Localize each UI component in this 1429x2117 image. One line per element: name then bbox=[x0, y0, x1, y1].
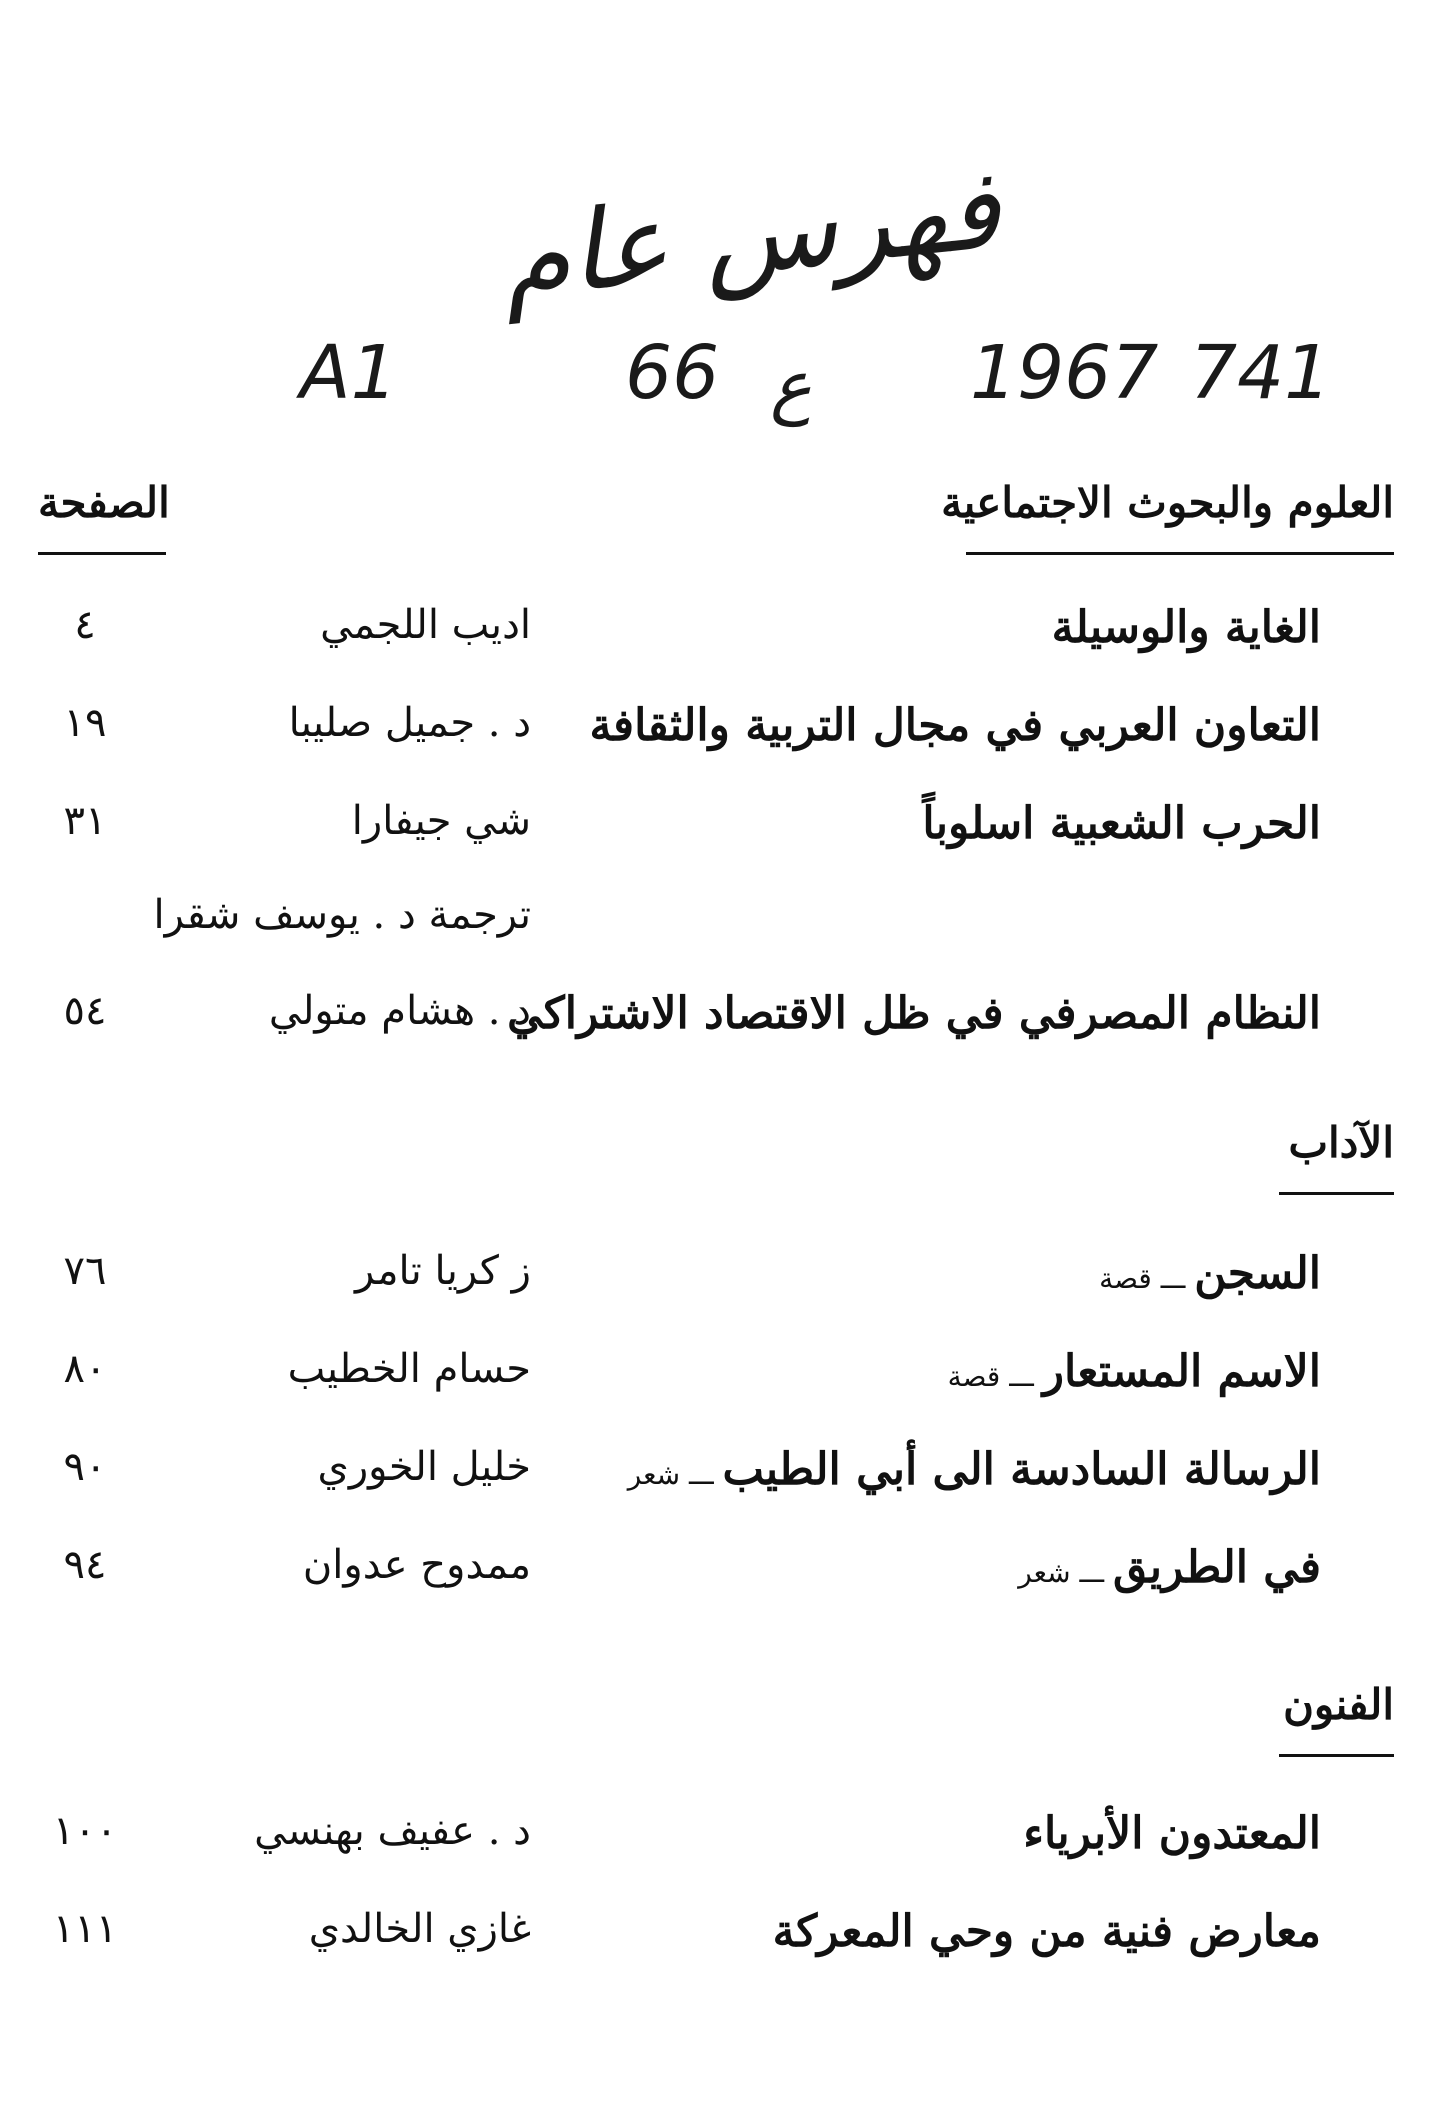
page-label-underline bbox=[38, 552, 166, 555]
handwritten-code-year: 1967 bbox=[970, 330, 1159, 416]
entry-author: د . هشام متولي bbox=[268, 988, 531, 1034]
entry-author: د . جميل صليبا bbox=[288, 700, 531, 746]
entry-title: معارض فنية من وحي المعركة bbox=[772, 1906, 1321, 1957]
entry-title bbox=[1018, 1542, 1321, 1593]
entry-title-text: الرسالة السادسة الى أبي الطيب bbox=[722, 1444, 1321, 1495]
handwritten-code-number: 741 bbox=[1190, 330, 1332, 416]
entry-author: حسام الخطيب bbox=[287, 1346, 531, 1392]
toc-entry bbox=[0, 700, 1429, 780]
section-underline bbox=[1279, 1754, 1394, 1757]
entry-author: اديب اللجمي bbox=[320, 602, 531, 648]
section-heading-social-sciences: العلوم والبحوث الاجتماعية bbox=[941, 478, 1394, 527]
entry-author: غازي الخالدي bbox=[308, 1906, 531, 1952]
entry-page: ٩٤ bbox=[63, 1542, 107, 1588]
entry-translator: ترجمة د . يوسف شقرا bbox=[153, 892, 531, 938]
handwritten-code-ayn: ع bbox=[770, 345, 812, 427]
handwritten-code-66: 66 bbox=[625, 330, 720, 416]
entry-page: ١٠٠ bbox=[52, 1808, 118, 1854]
entry-author: خليل الخوري bbox=[317, 1444, 531, 1490]
toc-entry bbox=[0, 1542, 1429, 1622]
section-underline bbox=[966, 552, 1394, 555]
toc-entry bbox=[0, 988, 1429, 1068]
entry-title-text: السجن bbox=[1194, 1248, 1321, 1299]
entry-title: النظام المصرفي في ظل الاقتصاد الاشتراكي bbox=[507, 988, 1321, 1039]
entry-title-text: الاسم المستعار bbox=[1042, 1346, 1321, 1397]
entry-author: ز كريا تامر bbox=[355, 1248, 531, 1294]
entry-page: ٨٠ bbox=[63, 1346, 107, 1392]
entry-title bbox=[948, 1346, 1321, 1397]
toc-entry bbox=[0, 1248, 1429, 1328]
handwritten-title: فهرس عام bbox=[494, 144, 1006, 324]
toc-entry bbox=[0, 1808, 1429, 1888]
entry-title: الغاية والوسيلة bbox=[1051, 602, 1321, 653]
handwritten-code-a1: A1 bbox=[300, 330, 398, 416]
toc-entry bbox=[0, 1906, 1429, 1986]
entry-author: شي جيفارا bbox=[351, 798, 531, 844]
entry-genre: ـــ شعر bbox=[1018, 1556, 1114, 1589]
entry-title-text: في الطريق bbox=[1113, 1542, 1321, 1593]
entry-title: الحرب الشعبية اسلوباً bbox=[922, 798, 1321, 849]
entry-page: ١١١ bbox=[52, 1906, 118, 1952]
entry-title: التعاون العربي في مجال التربية والثقافة bbox=[589, 700, 1321, 751]
entry-page: ٣١ bbox=[63, 798, 107, 844]
entry-genre: ـــ قصة bbox=[947, 1360, 1043, 1393]
entry-page: ٧٦ bbox=[63, 1248, 107, 1294]
page-column-label: الصفحة bbox=[38, 478, 170, 527]
entry-title: المعتدون الأبرياء bbox=[1023, 1808, 1321, 1859]
section-heading-arts: الفنون bbox=[1283, 1680, 1394, 1729]
entry-page: ٩٠ bbox=[63, 1444, 107, 1490]
entry-genre: ـــ شعر bbox=[627, 1458, 723, 1491]
entry-title bbox=[628, 1444, 1321, 1495]
toc-entry bbox=[0, 1346, 1429, 1426]
entry-author: د . عفيف بهنسي bbox=[254, 1808, 531, 1854]
entry-page: ٥٤ bbox=[63, 988, 107, 1034]
entry-page: ٤ bbox=[74, 602, 96, 648]
entry-title bbox=[1099, 1248, 1321, 1299]
entry-page: ١٩ bbox=[63, 700, 107, 746]
entry-genre: ـــ قصة bbox=[1099, 1262, 1195, 1295]
toc-entry bbox=[0, 1444, 1429, 1524]
toc-entry bbox=[0, 602, 1429, 682]
section-heading-literature: الآداب bbox=[1288, 1118, 1394, 1167]
section-underline bbox=[1279, 1192, 1394, 1195]
toc-entry bbox=[0, 798, 1429, 878]
entry-author: ممدوح عدوان bbox=[302, 1542, 531, 1588]
